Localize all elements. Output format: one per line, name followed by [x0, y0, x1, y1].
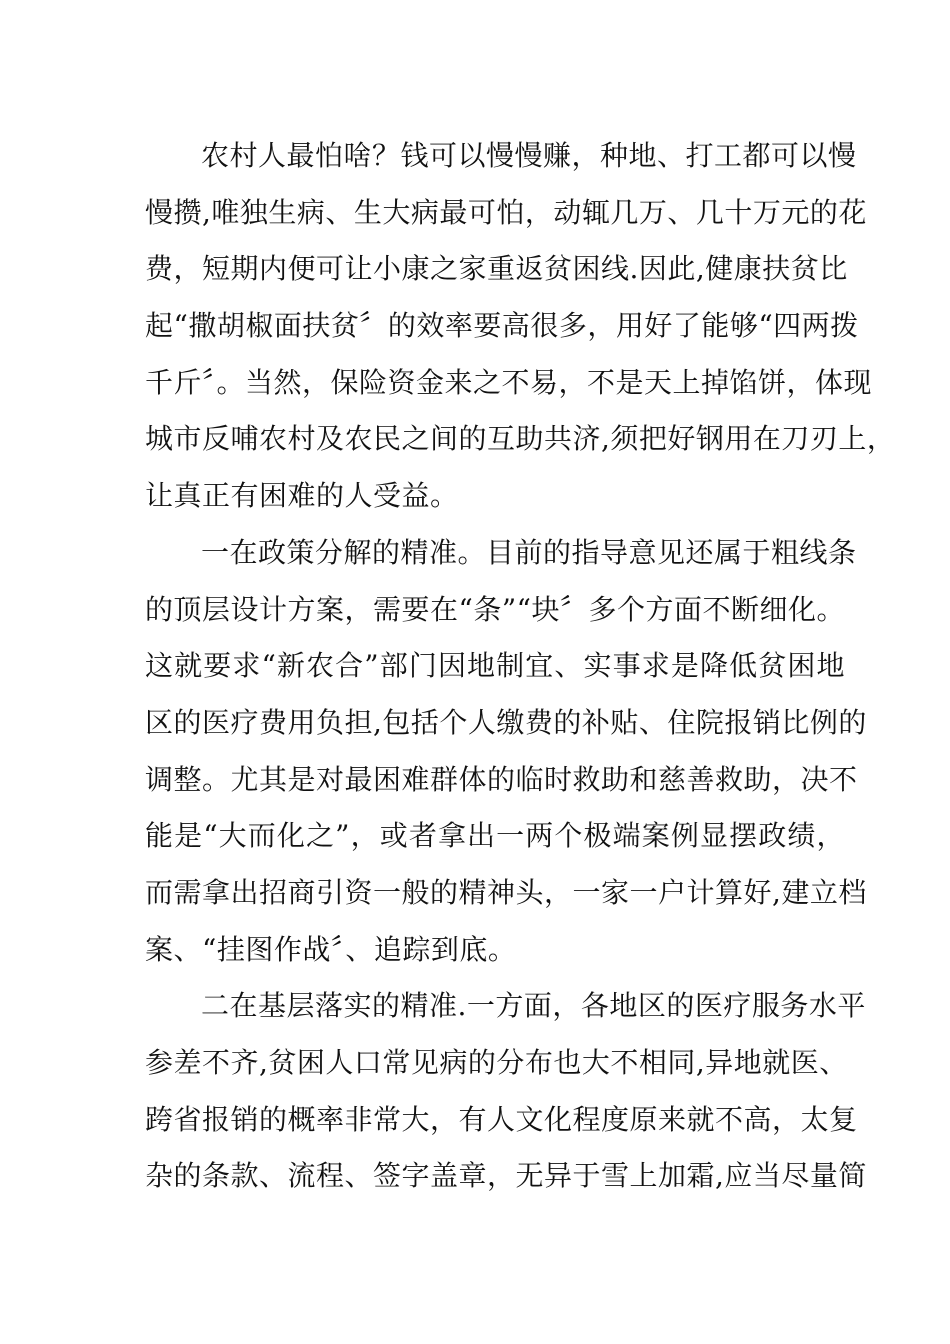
paragraph-3-line-2: 参差不齐,贫困人口常见病的分布也大不相同,异地就医、 — [145, 1046, 848, 1079]
paragraph-1-line-1: 农村人最怕啥？钱可以慢慢赚，种地、打工都可以慢 — [201, 139, 857, 172]
paragraph-2-line-3: 这就要求“新农合”部门因地制宜、实事求是降低贫困地 — [145, 649, 845, 683]
paragraph-1-line-3: 费，短期内便可让小康之家重返贫困线.因此,健康扶贫比 — [145, 252, 848, 286]
paragraph-1-line-5: 千斤〞。当然，保险资金来之不易，不是天上掉馅饼，体现 — [145, 365, 873, 399]
paragraph-1-line-6: 城市反哺农村及农民之间的互助共济,须把好钢用在刀刃上， — [145, 422, 896, 456]
paragraph-1-line-7: 让真正有困难的人受益。 — [145, 479, 459, 513]
paragraph-2-line-6: 能是“大而化之”，或者拿出一两个极端案例显摆政绩， — [145, 819, 845, 853]
paragraph-3-line-3: 跨省报销的概率非常大，有人文化程度原来就不高，太复 — [145, 1102, 858, 1136]
body-text — [145, 128, 896, 1205]
paragraph-1-line-2: 慢攒,唯独生病、生大病最可怕，动辄几万、几十万元的花 — [145, 195, 867, 229]
paragraph-2-line-5: 调整。尤其是对最困难群体的临时救助和慈善救助，决不 — [145, 762, 858, 796]
paragraph-3-line-1: 二在基层落实的精准.一方面，各地区的医疗服务水平 — [201, 989, 866, 1023]
paragraph-2-line-2: 的顶层设计方案，需要在“条”“块〞多个方面不断细化。 — [145, 592, 845, 626]
paragraph-2-line-7: 而需拿出招商引资一般的精神头，一家一户计算好,建立档 — [145, 875, 867, 909]
paragraph-2-line-8: 案、“挂图作战〞、追踪到底。 — [145, 932, 517, 966]
paragraph-1-line-4: 起“撒胡椒面扶贫〞的效率要高很多，用好了能够“四两拨 — [145, 309, 859, 343]
paragraph-3-line-4: 杂的条款、流程、签字盖章，无异于雪上加霜,应当尽量简 — [145, 1159, 867, 1193]
paragraph-2-line-1: 一在政策分解的精准。目前的指导意见还属于粗线条 — [201, 535, 857, 569]
paragraph-2-line-4: 区的医疗费用负担,包括个人缴费的补贴、住院报销比例的 — [145, 705, 867, 739]
